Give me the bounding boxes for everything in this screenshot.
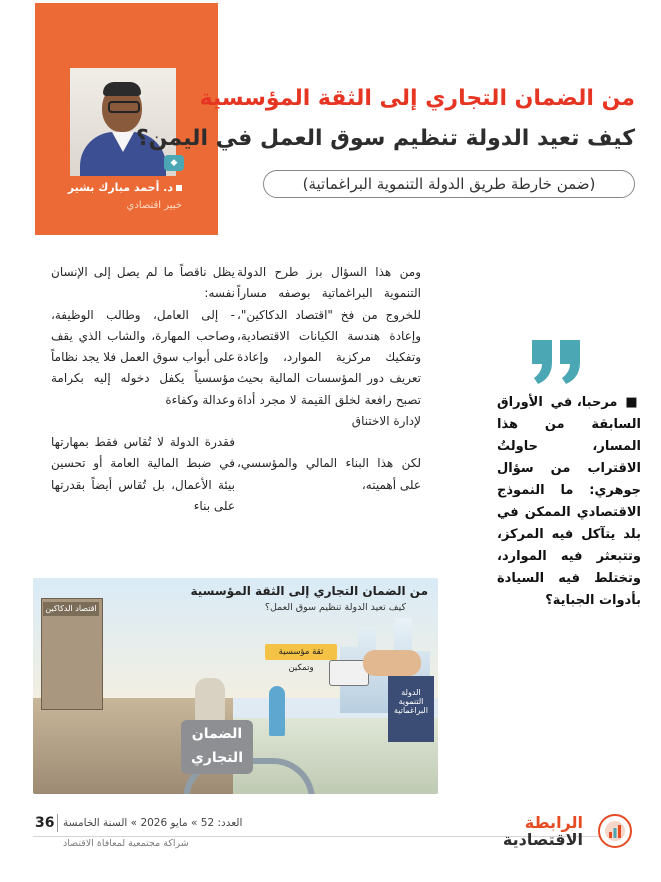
article-subtitle: كيف تعيد الدولة تنظيم سوق العمل في اليمن؟ (135, 126, 635, 151)
bullet-square-icon: ■ (617, 395, 641, 410)
author-name-text: د. أحمد مبارك بشير (67, 181, 173, 194)
illustration-subtitle: كيف تعيد الدولة تنظيم سوق العمل؟ (264, 602, 406, 613)
footer-tagline: شراكة مجتمعية لمعافاة الاقتصاد (63, 838, 189, 849)
old-man-figure-icon (195, 678, 225, 722)
bullet-square-icon (176, 185, 182, 191)
ruin-sign: اقتصاد الدكاكين (43, 602, 99, 616)
body-column-b (51, 262, 235, 538)
young-man-figure-icon (269, 686, 285, 736)
author-role: خبير اقتصادي (126, 200, 182, 211)
column-b-paragraph-2: - إلى العامل، وطالب الوظيفة، وصاحب المهارة، والشاب الذي يقف على أبواب سوق العمل فلا يجد نظاماً مؤسسياً يكفل دخوله إليه بكرامة وعدالة وكفاءة (51, 307, 235, 407)
page-number: 36 (35, 815, 55, 831)
trust-sign: ثقة مؤسسية وتمكين (265, 644, 337, 660)
article-title: من الضمان التجاري إلى الثقة المؤسسية (199, 86, 635, 111)
column-a-paragraph-2: لكن هذا البناء المالي والمؤسسي، على أهميته، (237, 456, 421, 492)
guarantee-stone: الضمان التجاري (181, 720, 253, 774)
logo-line-2: الاقتصادية (502, 830, 583, 849)
column-b-paragraph-3: فقدرة الدولة لا تُقاس فقط بمهارتها في ضبط المالية العامة أو تحسين بيئة الأعمال، بل تُقاس أيضاً بقدرتها على بناء (51, 435, 235, 513)
logo-line-1: الرابطة (524, 813, 583, 832)
column-a-paragraph-1: ومن هذا السؤال برز طرح الدولة التنموية البراغماتية بوصفه مساراً للخروج من فخ "اقتصاد الدكاكين"، وإعادة هندسة الكيانات الاقتصادية، وتفكيك مركزية الموارد، وإعادة تعريف دور المؤسسات المالية بحيث تصبح رافعة لخلق القيمة لا مجرد أداة لإدارة الاختناق (237, 265, 421, 429)
issue-label: العدد: 52 » مايو 2026 » السنة الخامسة (63, 817, 243, 829)
column-b-paragraph-1: يظل ناقصاً ما لم يصل إلى الإنسان نفسه: (51, 265, 235, 301)
illustration-title: من الضمان التجاري إلى الثقة المؤسسية (190, 584, 428, 598)
state-ribbon: الدولة التنموية البراغماتية (388, 676, 434, 742)
article-illustration (33, 578, 438, 794)
hand-icon (363, 650, 421, 676)
author-photo (70, 68, 176, 176)
pull-quote (497, 392, 641, 612)
author-name (68, 181, 182, 194)
brand-badge-icon: ◆ (164, 155, 184, 171)
article-tagline: (ضمن خارطة طريق الدولة التنموية البراغماتية) (263, 170, 635, 198)
pull-quote-text: مرحبا، في الأوراق السابقة من هذا المسار، حاولتُ الاقتراب من سؤال جوهري: ما النموذج الاقتصادي الممكن في بلد يتآكل فيه المركز، وتتبعثر فيه الموارد، وتختلط فيه السيادة بأدوات الجباية؟ (497, 395, 641, 608)
logo-emblem-icon (598, 814, 632, 848)
body-column-a (237, 262, 421, 517)
footer-separator (57, 814, 58, 832)
quote-mark-icon (532, 340, 584, 384)
